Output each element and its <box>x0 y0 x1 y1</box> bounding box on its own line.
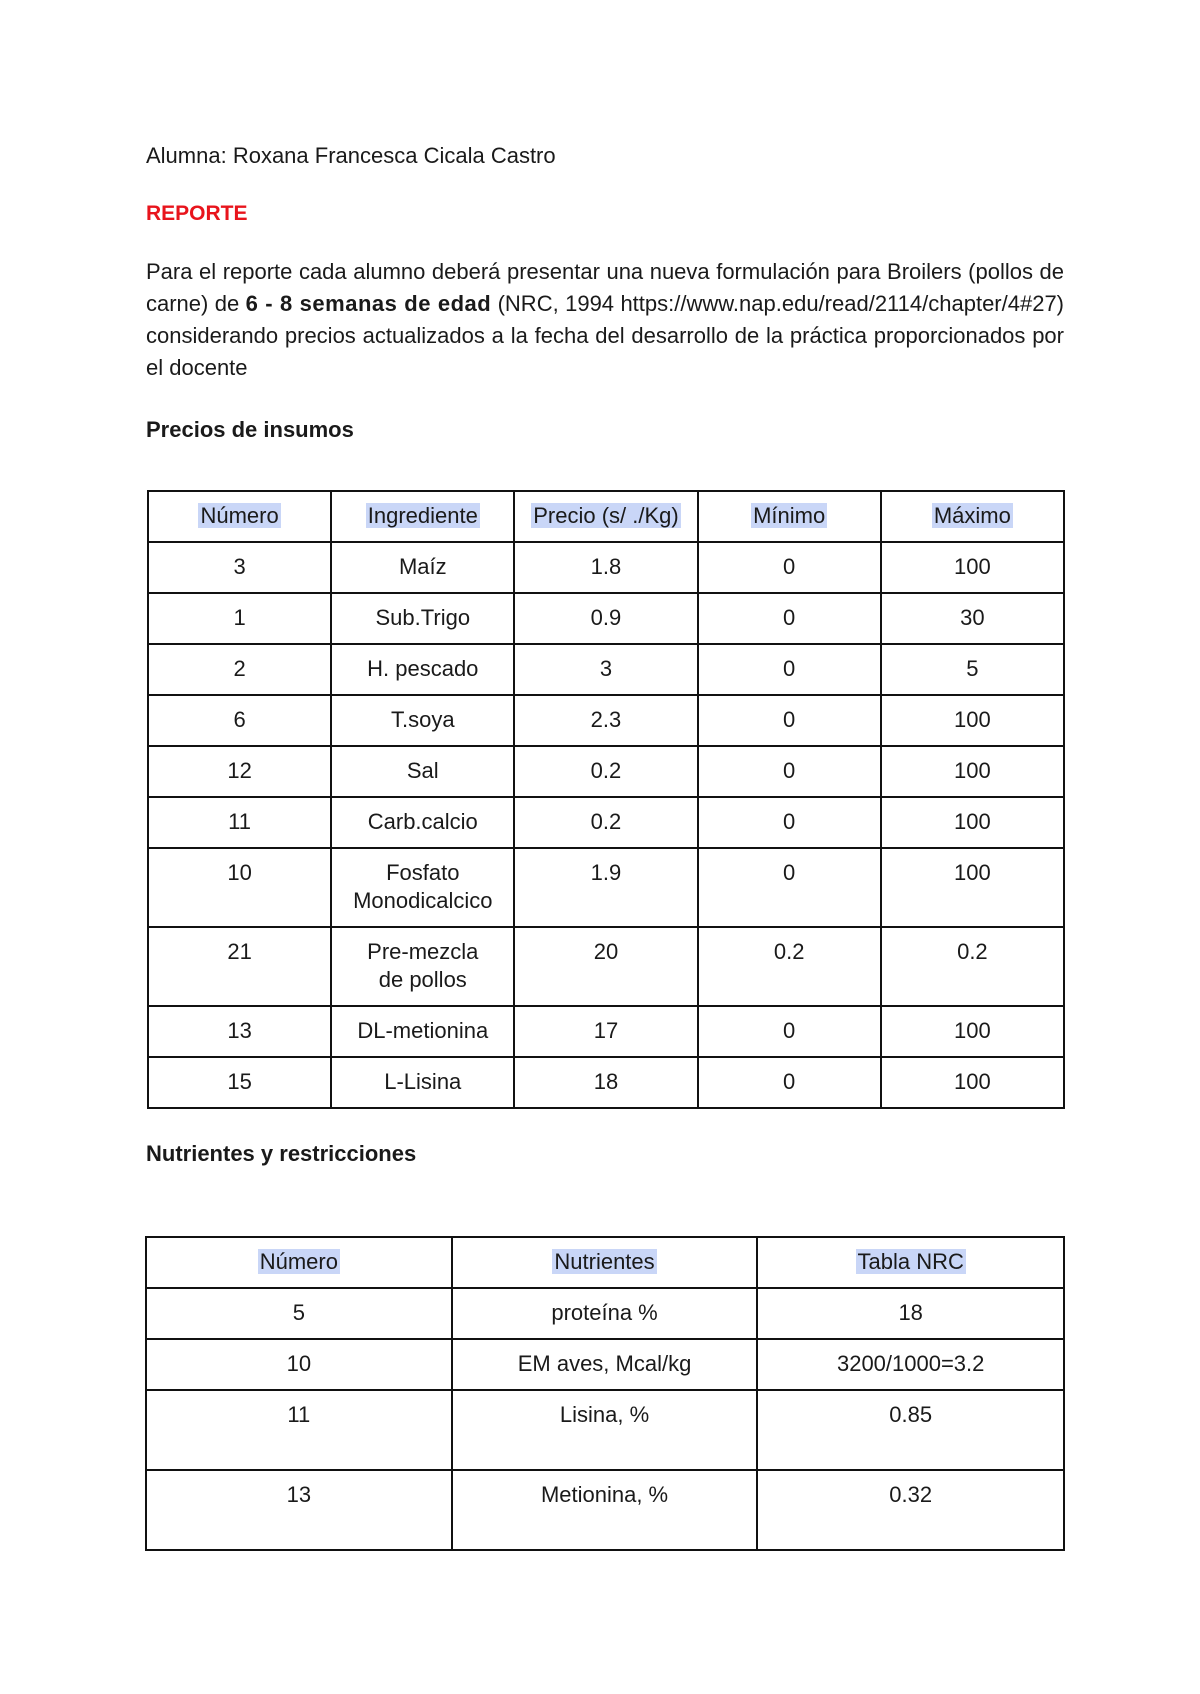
table-row <box>148 542 1064 593</box>
cell-numero: 5 <box>146 1288 452 1339</box>
cell-ingrediente: Sal <box>331 746 514 797</box>
header-label: Máximo <box>933 503 1011 528</box>
header-label: Tabla NRC <box>857 1249 964 1274</box>
cell-minimo: 0 <box>698 746 881 797</box>
header-cell <box>757 1237 1064 1288</box>
table-row <box>148 1057 1064 1108</box>
cell-minimo: 0.2 <box>698 927 881 1006</box>
cell-numero: 15 <box>148 1057 331 1108</box>
cell-ingrediente: T.soya <box>331 695 514 746</box>
ingrediente-line-1: Fosfato <box>386 860 460 885</box>
intro-paragraph <box>146 256 1064 384</box>
cell-maximo: 5 <box>881 644 1064 695</box>
cell-precio: 18 <box>514 1057 697 1108</box>
table-row <box>146 1288 1064 1339</box>
cell-numero: 21 <box>148 927 331 1006</box>
cell-minimo: 0 <box>698 797 881 848</box>
header-cell <box>331 491 514 542</box>
table-row <box>148 593 1064 644</box>
cell-nrc: 18 <box>757 1288 1064 1339</box>
cell-numero: 3 <box>148 542 331 593</box>
cell-nrc: 3200/1000=3.2 <box>757 1339 1064 1390</box>
cell-minimo: 0 <box>698 695 881 746</box>
intro-text-2: (NRC, 1994 https://www.nap.edu/read/2114/chapter/4#27) considerando precios actualizados a la fecha del desarrollo de la práctica proporcionados por el docente <box>146 291 1065 380</box>
cell-nutriente: EM aves, Mcal/kg <box>452 1339 758 1390</box>
cell-maximo: 100 <box>881 848 1064 927</box>
cell-precio: 1.8 <box>514 542 697 593</box>
table-header-row <box>148 491 1064 542</box>
table-row <box>148 927 1064 1006</box>
table-row <box>148 1006 1064 1057</box>
table-row <box>148 695 1064 746</box>
cell-numero: 11 <box>148 797 331 848</box>
header-cell <box>146 1237 452 1288</box>
cell-numero: 1 <box>148 593 331 644</box>
table-row <box>148 746 1064 797</box>
cell-ingrediente: Sub.Trigo <box>331 593 514 644</box>
cell-nrc: 0.32 <box>757 1470 1064 1550</box>
cell-numero: 10 <box>146 1339 452 1390</box>
cell-minimo: 0 <box>698 644 881 695</box>
nutrients-section-title: Nutrientes y restricciones <box>146 1141 417 1166</box>
cell-maximo: 100 <box>881 746 1064 797</box>
header-label: Precio (s/ ./Kg) <box>533 503 679 528</box>
header-cell <box>148 491 331 542</box>
cell-precio: 0.2 <box>514 746 697 797</box>
header-label: Nutrientes <box>554 1249 655 1274</box>
cell-ingrediente <box>331 927 514 1006</box>
cell-maximo: 100 <box>881 797 1064 848</box>
cell-ingrediente <box>331 848 514 927</box>
cell-precio: 17 <box>514 1006 697 1057</box>
cell-maximo: 30 <box>881 593 1064 644</box>
cell-ingrediente: H. pescado <box>331 644 514 695</box>
table-row <box>146 1339 1064 1390</box>
header-cell <box>452 1237 758 1288</box>
report-title: REPORTE <box>146 202 248 225</box>
cell-nrc: 0.85 <box>757 1390 1064 1470</box>
intro-text-1: Para el reporte cada alumno deberá presentar una nueva formulación para Broilers (pollos de carne) de <box>146 259 1064 316</box>
cell-minimo: 0 <box>698 542 881 593</box>
nutrients-restrictions-table <box>145 1236 1065 1551</box>
header-cell <box>881 491 1064 542</box>
ingrediente-line-2: de pollos <box>378 967 467 992</box>
cell-ingrediente: L-Lisina <box>331 1057 514 1108</box>
cell-maximo: 100 <box>881 542 1064 593</box>
cell-maximo: 100 <box>881 695 1064 746</box>
header-cell <box>514 491 697 542</box>
cell-maximo: 100 <box>881 1057 1064 1108</box>
cell-nutriente: Metionina, % <box>452 1470 758 1550</box>
cell-maximo: 0.2 <box>881 927 1064 1006</box>
table-header-row <box>146 1237 1064 1288</box>
table-row <box>148 797 1064 848</box>
cell-maximo: 100 <box>881 1006 1064 1057</box>
ingrediente-line-2: Monodicalcico <box>353 888 493 913</box>
cell-ingrediente: DL-metionina <box>331 1006 514 1057</box>
cell-precio: 20 <box>514 927 697 1006</box>
header-label: Número <box>200 503 279 528</box>
cell-nutriente: proteína % <box>452 1288 758 1339</box>
header-label: Ingrediente <box>367 503 478 528</box>
table-row <box>148 644 1064 695</box>
cell-minimo: 0 <box>698 593 881 644</box>
header-cell <box>698 491 881 542</box>
cell-numero: 6 <box>148 695 331 746</box>
cell-ingrediente: Carb.calcio <box>331 797 514 848</box>
cell-numero: 13 <box>148 1006 331 1057</box>
cell-numero: 12 <box>148 746 331 797</box>
cell-numero: 10 <box>148 848 331 927</box>
cell-numero: 11 <box>146 1390 452 1470</box>
cell-precio: 0.2 <box>514 797 697 848</box>
table-row <box>146 1470 1064 1550</box>
header-label: Mínimo <box>753 503 826 528</box>
cell-nutriente: Lisina, % <box>452 1390 758 1470</box>
prices-section-title: Precios de insumos <box>146 417 354 442</box>
table-row <box>148 848 1064 927</box>
cell-numero: 13 <box>146 1470 452 1550</box>
cell-numero: 2 <box>148 644 331 695</box>
cell-minimo: 0 <box>698 848 881 927</box>
cell-precio: 1.9 <box>514 848 697 927</box>
cell-precio: 0.9 <box>514 593 697 644</box>
document-body <box>146 140 1064 446</box>
table-row <box>146 1390 1064 1470</box>
ingrediente-line-1: Pre-mezcla <box>367 939 479 964</box>
ingredients-price-table <box>147 490 1065 1109</box>
cell-precio: 2.3 <box>514 695 697 746</box>
intro-bold-age: 6 - 8 semanas de edad <box>245 291 492 316</box>
header-label: Número <box>259 1249 338 1274</box>
cell-precio: 3 <box>514 644 697 695</box>
cell-minimo: 0 <box>698 1006 881 1057</box>
cell-ingrediente: Maíz <box>331 542 514 593</box>
cell-minimo: 0 <box>698 1057 881 1108</box>
student-name: Alumna: Roxana Francesca Cicala Castro <box>146 143 556 168</box>
